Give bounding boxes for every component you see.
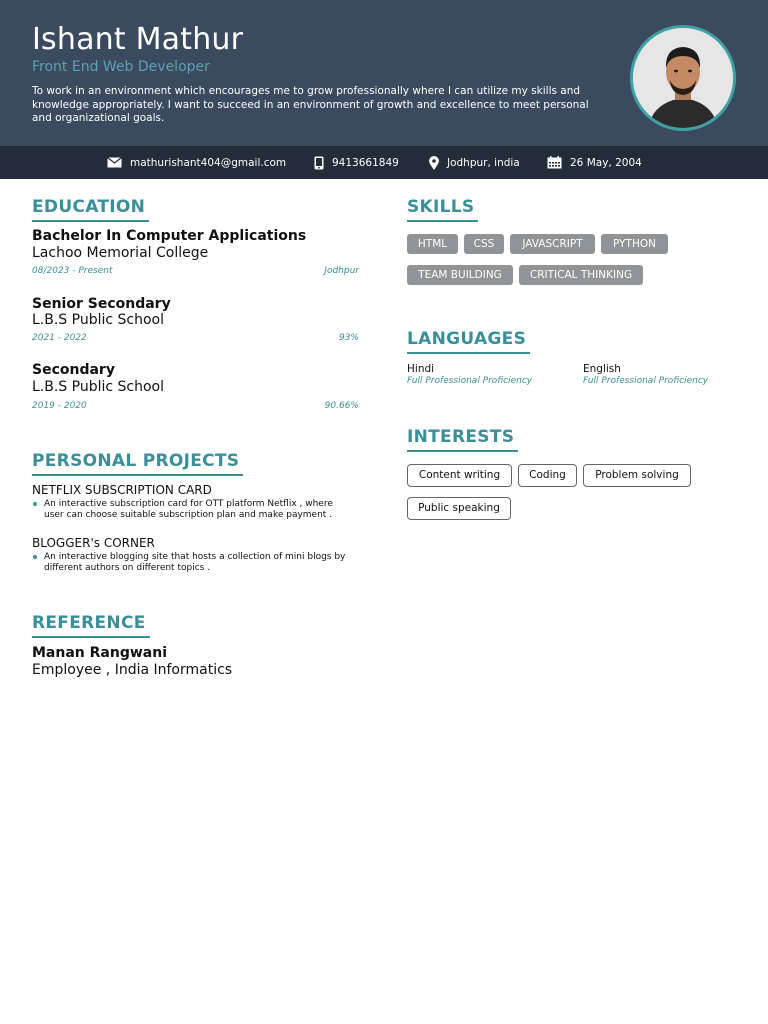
education-detail: 93% bbox=[338, 333, 359, 343]
interest-tag: Content writing bbox=[407, 464, 512, 487]
location-text: Jodhpur, india bbox=[447, 156, 520, 169]
education-detail: Jodhpur bbox=[324, 266, 359, 276]
education-heading-text: EDUCATION bbox=[32, 197, 146, 217]
career-objective: To work in an environment which encourages me to grow professionally where I can utilize my skills and knowledge appropriately. I want to succeed in an environment of growth and excellence to meet personal and organizational goals. bbox=[32, 85, 589, 124]
interest-tag: Coding bbox=[518, 464, 577, 487]
skill-pill: JAVASCRIPT bbox=[510, 234, 595, 254]
contact-email[interactable] bbox=[107, 146, 286, 179]
bullet-dot-icon bbox=[33, 555, 37, 559]
skill-pill: PYTHON bbox=[601, 234, 668, 254]
projects-heading bbox=[32, 451, 239, 471]
language-name: English bbox=[583, 363, 621, 375]
candidate-role: Front End Web Developer bbox=[32, 59, 210, 75]
dob-text: 26 May, 2004 bbox=[570, 156, 642, 169]
project-title: NETFLIX SUBSCRIPTION CARD bbox=[32, 483, 212, 497]
project-title: BLOGGER's CORNER bbox=[32, 536, 155, 550]
email-text: mathurishant404@gmail.com bbox=[130, 156, 287, 169]
reference-name: Manan Rangwani bbox=[32, 645, 167, 661]
language-level: Full Professional Proficiency bbox=[407, 376, 533, 386]
phone-text: 9413661849 bbox=[332, 156, 399, 169]
skills-heading-text: SKILLS bbox=[407, 197, 475, 217]
project-description bbox=[44, 499, 333, 521]
skills-heading bbox=[407, 197, 474, 217]
skill-pill: CSS bbox=[464, 234, 504, 254]
resume-header bbox=[0, 0, 768, 146]
skill-pill: HTML bbox=[407, 234, 458, 254]
interest-tag: Public speaking bbox=[407, 497, 511, 520]
calendar-icon bbox=[547, 156, 562, 169]
language-name: Hindi bbox=[407, 363, 435, 375]
envelope-icon bbox=[107, 157, 122, 168]
project-description-line: An interactive subscription card for OTT platform Netflix , where bbox=[44, 499, 333, 509]
skill-pill: TEAM BUILDING bbox=[407, 265, 513, 285]
project-description-line: different authors on different topics . bbox=[44, 563, 211, 573]
projects-heading-text: PERSONAL PROJECTS bbox=[32, 451, 240, 471]
location-pin-icon bbox=[429, 156, 439, 170]
education-degree: Secondary bbox=[32, 362, 115, 378]
project-description-line: An interactive blogging site that hosts a collection of mini blogs by bbox=[44, 552, 346, 562]
reference-detail: Employee , India Informatics bbox=[32, 662, 233, 678]
project-description bbox=[44, 552, 345, 574]
education-degree: Senior Secondary bbox=[32, 296, 171, 312]
reference-heading-text: REFERENCE bbox=[32, 613, 146, 633]
project-description-line: user can choose suitable subscription plan and make payment . bbox=[44, 510, 333, 520]
contact-location bbox=[429, 146, 520, 179]
education-school: L.B.S Public School bbox=[32, 379, 165, 395]
contact-dob bbox=[547, 146, 642, 179]
language-level: Full Professional Proficiency bbox=[583, 376, 709, 386]
bullet-dot-icon bbox=[33, 502, 37, 506]
interests-heading bbox=[407, 427, 514, 447]
languages-heading bbox=[407, 329, 526, 349]
education-school: L.B.S Public School bbox=[32, 312, 165, 328]
phone-icon bbox=[314, 156, 324, 170]
contact-phone[interactable] bbox=[314, 146, 399, 179]
education-dates: 2019 - 2020 bbox=[32, 401, 87, 411]
education-dates: 08/2023 - Present bbox=[32, 266, 113, 276]
languages-heading-text: LANGUAGES bbox=[407, 329, 527, 349]
interest-tag: Problem solving bbox=[583, 464, 691, 487]
education-detail: 90.66% bbox=[324, 401, 359, 411]
profile-photo bbox=[630, 25, 736, 131]
interests-heading-text: INTERESTS bbox=[407, 427, 515, 447]
candidate-name: Ishant Mathur bbox=[32, 22, 244, 57]
education-heading bbox=[32, 197, 145, 217]
education-dates: 2021 - 2022 bbox=[32, 333, 87, 343]
reference-heading bbox=[32, 613, 146, 633]
education-degree: Bachelor In Computer Applications bbox=[32, 228, 307, 244]
skill-pill: CRITICAL THINKING bbox=[519, 265, 643, 285]
contact-bar bbox=[0, 146, 768, 179]
education-school: Lachoo Memorial College bbox=[32, 245, 209, 261]
